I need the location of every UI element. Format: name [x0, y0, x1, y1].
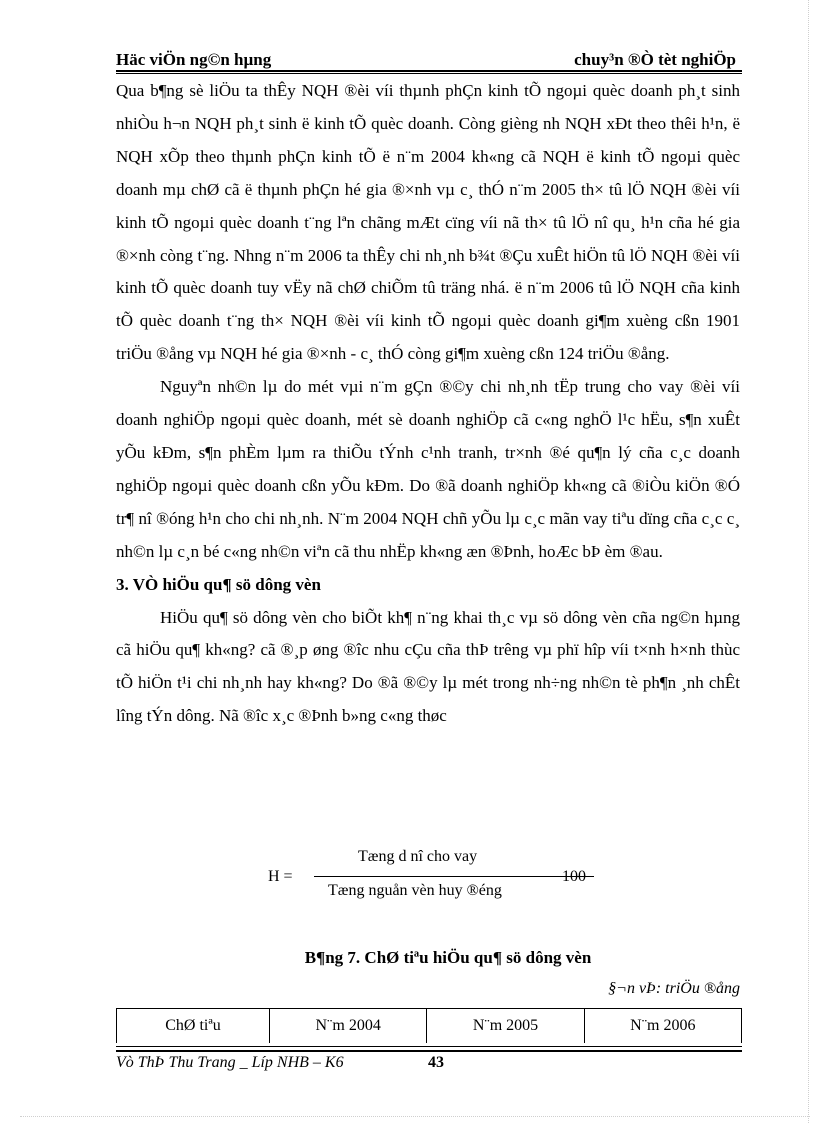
section-paragraph: HiÖu qu¶ sö dông vèn cho biÕt kh¶ n¨ng khai th¸c vµ sö dông vèn cña ng©n hµng cã hiÖu qu¶ kh«ng? cã ®¸p øng ®îc nhu cÇu cña thÞ trêng vµ phï hîp víi t×nh h×nh thùc tÕ hiÖn t¹i chi nh¸nh hay kh«ng? Do ®ã ®©y lµ mét trong nh÷ng nh©n tè ph¶n ¸nh chÊt lîng tÝn dông. Nã ®îc x¸c ®Þnh b»ng c«ng thøc [116, 607, 740, 726]
header-rule-thin [116, 73, 742, 74]
page-edge-bottom [20, 1116, 810, 1117]
header-thesis-title: chuy³n ®Ò tèt nghiÖp [574, 50, 736, 69]
formula-numerator: Tæng d nî cho vay [358, 848, 478, 865]
page-footer [116, 1054, 444, 1072]
page-number: 43 [428, 1054, 444, 1071]
header-institution: Häc viÖn ng©n hµng [116, 50, 272, 69]
footer-author: Vò ThÞ Thu Trang _ Líp NHB – K6 [116, 1054, 344, 1071]
formula-lhs: H = [268, 868, 293, 885]
formula-multiplier: 100 [562, 868, 586, 885]
formula-denominator: Tæng nguån vèn huy ®éng [328, 882, 502, 899]
paragraph-1: Qua b¶ng sè liÖu ta thÊy NQH ®èi víi thµnh phÇn kinh tÕ ngoµi quèc doanh ph¸t sinh nhiÒu h¬n NQH ph¸t sinh ë kinh tÕ quèc doanh. Còng gièng nh NQH xÐt theo thêi h¹n, ë NQH xÕp theo thµnh phÇn kinh tÕ ë n¨m 2004 kh«ng cã NQH ë kinh tÕ ngoµi quèc doanh mµ chØ cã ë thµnh phÇn hé gia ®×nh vµ c¸ thÓ n¨m 2005 th× tû lÖ NQH ®èi víi kinh tÕ ngoµi quèc doanh t¨ng lªn chãng mÆt cïng víi nã th× tû lÖ nî qu¸ h¹n cña hé gia ®×nh còng t¨ng. Nhng n¨m 2006 ta thÊy chi nh¸nh b¾t ®Çu xuÊt hiÖn tû lÖ NQH ®èi víi kinh tÕ quèc doanh tuy vËy nã chØ chiÕm tû träng nhá. ë n¨m 2006 tû lÖ NQH cña kinh tÕ quèc doanh t¨ng th× NQH ®èi víi kinh tÕ ngoµi quèc doanh gi¶m xuèng cßn 1901 triÖu ®ång vµ NQH hé gia ®×nh - c¸ thÓ còng gi¶m xuèng cßn 124 triÖu ®ång. [116, 81, 740, 364]
footer-rule-thin [116, 1046, 742, 1047]
table-header-cell: N¨m 2006 [584, 1009, 741, 1044]
page-header [116, 50, 740, 72]
footer-rule [116, 1050, 742, 1052]
section-heading: 3. VÒ hiÖu qu¶ sö dông vèn [116, 574, 321, 594]
capital-efficiency-table [116, 1008, 742, 1043]
body-text [116, 75, 740, 733]
paragraph-2: Nguyªn nh©n lµ do mét vµi n¨m gÇn ®©y chi nh¸nh tËp trung cho vay ®èi víi doanh nghiÖp ngoµi quèc doanh, mét sè doanh nghiÖp cã c«ng nghÖ l¹c hËu, s¶n xuÊt yÕu kÐm, s¶n phÈm lµm ra thiÕu tÝnh c¹nh tranh, tr×nh ®é qu¶n lý cña c¸c doanh nghiÖp ngoµi quèc doanh cßn yÕu kÐm. Do ®ã doanh nghiÖp kh«ng cã ®iÒu kiÖn ®Ó tr¶ nî ®óng h¹n cho chi nh¸nh. N¨m 2004 NQH chñ yÕu lµ c¸c mãn vay tiªu dïng cña c¸c c¸ nh©n lµ c¸n bé c«ng nh©n viªn cã thu nhËp kh«ng æn ®Þnh, hoÆc bÞ èm ®au. [116, 377, 740, 561]
table-unit: §¬n vÞ: triÖu ®ång [608, 980, 740, 997]
table-header-cell: N¨m 2005 [427, 1009, 584, 1044]
formula [268, 848, 608, 908]
table-header-cell: ChØ tiªu [117, 1009, 270, 1044]
table-title: B¶ng 7. ChØ tiªu hiÖu qu¶ sö dông vèn [304, 948, 592, 967]
table-header-row [117, 1009, 742, 1044]
table-header-cell: N¨m 2004 [270, 1009, 427, 1044]
header-rule [116, 70, 742, 72]
page-edge-right [808, 0, 809, 1123]
fraction-bar [314, 876, 594, 877]
